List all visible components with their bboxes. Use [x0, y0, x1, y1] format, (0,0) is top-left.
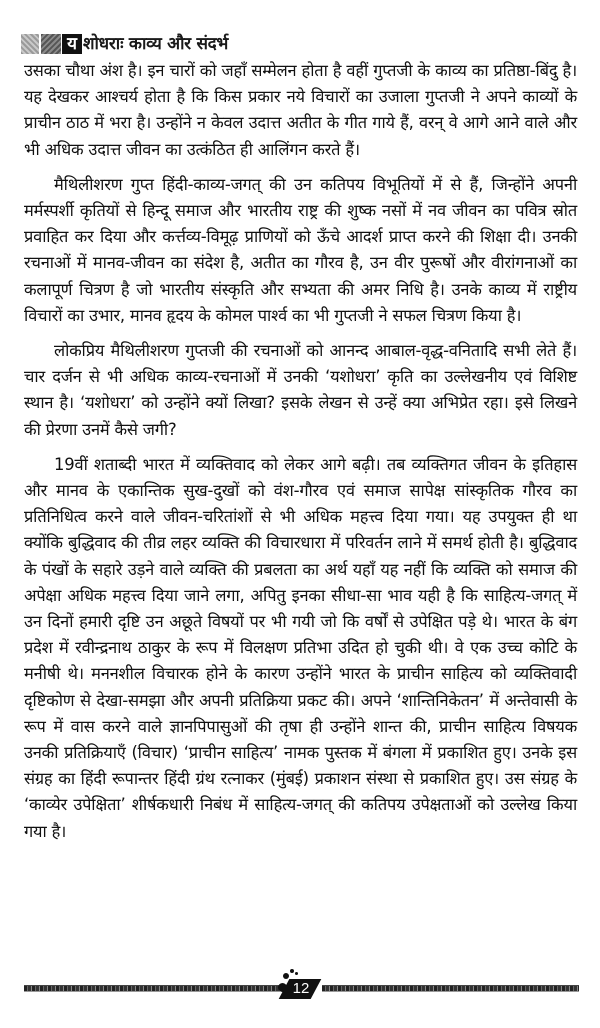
- header-title: शोधराः काव्य और संदर्भ: [83, 34, 229, 54]
- badge-dot-icon: [290, 969, 294, 973]
- paragraph-1: उसका चौथा अंश है। इन चारों को जहाँ सम्मेलन होता है वहीं गुप्तजी के काव्य का प्रतिष्ठा-बिंदु है। यह देखकर आश्चर्य होता है कि किस प्रकार नये विचारों का उजाला गुप्तजी ने अपने काव्यों के प्राचीन ठाठ में भरा है। उन्होंने न केवल उदात्त अतीत के गीत गाये हैं, वरन् वे आगे आने वाले और भी अधिक उदात्त जीवन का उत्कंठित ही आलिंगन करते हैं।: [24, 61, 577, 159]
- header-ornament-light: [21, 34, 39, 54]
- page-body: [24, 58, 577, 854]
- running-header: [21, 33, 228, 55]
- page-number: 12: [292, 980, 310, 997]
- footer-rule-right: [322, 985, 579, 992]
- header-drop-initial: य: [62, 34, 82, 54]
- badge-dot-icon: [295, 972, 298, 975]
- header-ornament-dark: [41, 34, 61, 54]
- page-number-badge: [278, 977, 322, 999]
- paragraph-3: लोकप्रिय मैथिलीशरण गुप्तजी की रचनाओं को आनन्द आबाल-वृद्ध-वनितादि सभी लेते हैं। चार दर्जन से भी अधिक काव्य-रचनाओं में उनकी ‘यशोधरा’ कृति का उल्लेखनीय एवं विशिष्ट स्थान है। ‘यशोधरा’ को उन्होंने क्यों लिखा? इसके लेखन से उन्हें क्या अभिप्रेत रहा। इसे लिखने की प्रेरणा उनमें कैसे जगी?: [24, 341, 577, 439]
- paragraph-2: मैथिलीशरण गुप्त हिंदी-काव्य-जगत् की उन कतिपय विभूतियों में से हैं, जिन्होंने अपनी मर्मस्पर्शी कृतियों से हिन्दू समाज और भारतीय राष्ट्र की शुष्क नसों में नव जीवन का पवित्र स्रोत प्रवाहित कर दिया और कर्त्तव्य-विमूढ़ प्राणियों को ऊँचे आदर्श प्राप्त करने की शिक्षा दी। उनकी रचनाओं में मानव-जीवन का संदेश है, अतीत का गौरव है, उन वीर पुरूषों और वीरांगनाओं का कलापूर्ण चित्रण है जो भारतीय संस्कृति और सभ्यता की अमर निधि है। उनके काव्य में राष्ट्रीय विचारों का उभार, मानव हृदय के कोमल पार्श्व का भी गुप्तजी ने सफल चित्रण किया है।: [24, 174, 577, 325]
- paragraph-4: 19वीं शताब्दी भारत में व्यक्तिवाद को लेकर आगे बढ़ी। तब व्यक्तिगत जीवन के इतिहास और मानव के एकान्तिक सुख-दुखों को वंश-गौरव एवं समाज सापेक्ष सांस्कृतिक गौरव का प्रतिनिधित्व करने वाले जीवन-चरितांशों से भी अधिक महत्त्व दिया गया। यह उपयुक्त ही था क्योंकि बुद्धिवाद की तीव्र लहर व्यक्ति की विचारधारा में परिवर्तन लाने में समर्थ होती है। बुद्धिवाद के पंखों के सहारे उड़ने वाले व्यक्ति की प्रबलता का अर्थ यहाँ यह नहीं कि व्यक्ति को समाज की अपेक्षा अधिक महत्त्व दिया जाने लगा, अपितु इनका सीधा-सा भाव यही है कि साहित्य-जगत् में उन दिनों हमारी दृष्टि उन अछूते विषयों पर भी गयी जो कि वर्षों से उपेक्षित पड़े थे। भारत के बंग प्रदेश में रवीन्द्रनाथ ठाकुर के रूप में विलक्षण प्रतिभा उदित हो चुकी थी। वे एक उच्च कोटि के मनीषी थे। मननशील विचारक होने के कारण उन्होंने भारत के प्राचीन साहित्य को व्यक्तिवादी दृष्टिकोण से देखा-समझा और अपनी प्रतिक्रिया प्रकट की। अपने ‘शान्तिनिकेतन’ में अन्तेवासी के रूप में वास करने वाले ज्ञानपिपासुओं की तृषा ही उन्होंने शान्त की, प्राचीन साहित्य विषयक उनकी प्रतिक्रियाएँ (विचार) ‘प्राचीन साहित्य’ नामक पुस्तक में बंगला में प्रकाशित हुए। उनके इस संग्रह का हिंदी रूपान्तर हिंदी ग्रंथ रत्नाकर (मुंबई) प्रकाशन संस्था से प्रकाशित हुए। उस संग्रह के ‘काव्येर उपेक्षिता’ शीर्षकधारी निबंध में साहित्य-जगत् की कतिपय उपेक्षताओं को उल्लेख किया गया है।: [24, 454, 577, 841]
- page-footer: [24, 976, 579, 1000]
- footer-rule-left: [24, 985, 280, 992]
